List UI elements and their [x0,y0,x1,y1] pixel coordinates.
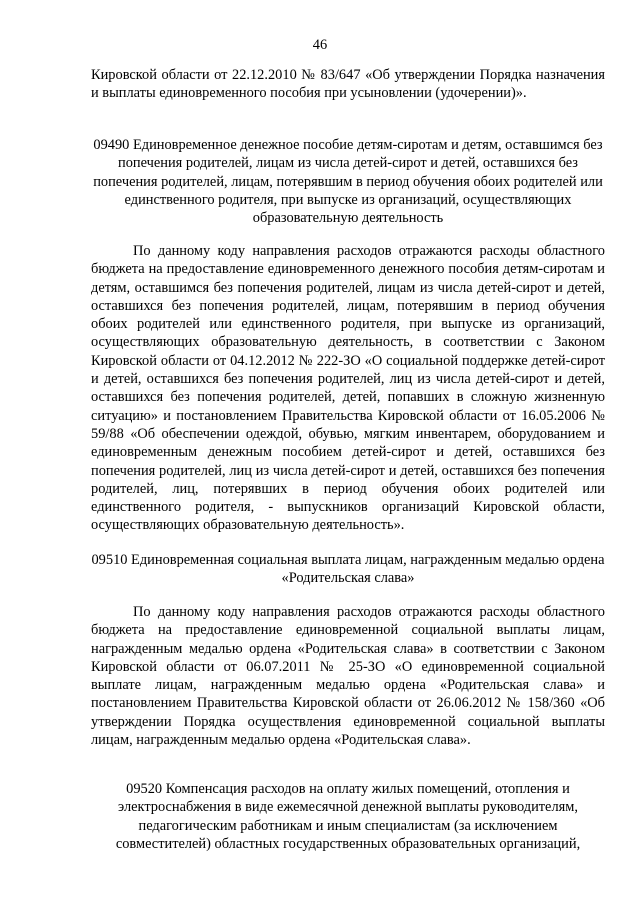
section-09510-body: По данному коду направления расходов отражаются расходы областного бюджета на предоставление единовременной социальной выплаты лицам, награжденным медалью ордена «Родительская слава» в соответствии с Законом Кировской области от 06.07.2011 № 25-ЗО «О единовременной социальной выплате лицам, награжденным медалью ордена «Родительская слава» и постановлением Правительства Кировской области от 26.06.2012 № 158/360 «Об утверждении Порядка осуществления единовременной социальной выплаты лицам, награжденным медалью ордена «Родительская слава». [91,604,605,749]
section-09490-heading: 09490 Единовременное денежное пособие детям-сиротам и детям, оставшимся без попечения родителей, лицам из числа детей-сирот и детей, оставшихся без попечения родителей, лицам, потерявшим в период обучения обоих родителей или единственного родителя, при выпуске из организаций, осуществляющих образовательную деятельность [93,137,603,227]
section-09520-heading: 09520 Компенсация расходов на оплату жилых помещений, отопления и электроснабжения в виде ежемесячной денежной выплаты руководителям, педагогическим работникам и иным специалистам (за исключением совместителей) областных государственных образовательных организаций, [115,781,581,852]
section-09490-body: По данному коду направления расходов отражаются расходы областного бюджета на предоставление единовременного денежного пособия детям-сиротам и детям, оставшимся без попечения родителей, лицам из числа детей-сирот и детей, оставшихся без попечения родителей, лицам, потерявшим в период обучения обоих родителей или единственного родителя, при выпуске из организаций, осуществляющих образовательную деятельность, в соответствии с Законом Кировской области от 04.12.2012 № 222-ЗО «О социальной поддержке детей-сирот и детей, оставшихся без попечения родителей, лиц из числа детей-сирот и детей, оставшихся без попечения родителей, детей, попавших в сложную жизненную ситуацию» и постановлением Правительства Кировской области от 16.05.2006 № 59/88 «Об обеспечении одеждой, обувью, мягким инвентарем, оборудованием и единовременным денежным пособием детей-сирот и детей, оставшихся без попечения родителей, лиц из числа детей-сирот и детей, оставшихся без попечения родителей, лиц, потерявших в период обучения обоих родителей или единственного родителя, - выпускников организаций Кировской области, осуществляющих образовательную деятельность». [91,243,605,534]
intro-paragraph: Кировской области от 22.12.2010 № 83/647 «Об утверждении Порядка назначения и выплаты единовременного пособия при усыновлении (удочерении)». [91,67,605,102]
page-number: 46 [312,37,328,53]
section-09510-heading: 09510 Единовременная социальная выплата лицам, награжденным медалью ордена «Родительская слава» [91,552,605,587]
